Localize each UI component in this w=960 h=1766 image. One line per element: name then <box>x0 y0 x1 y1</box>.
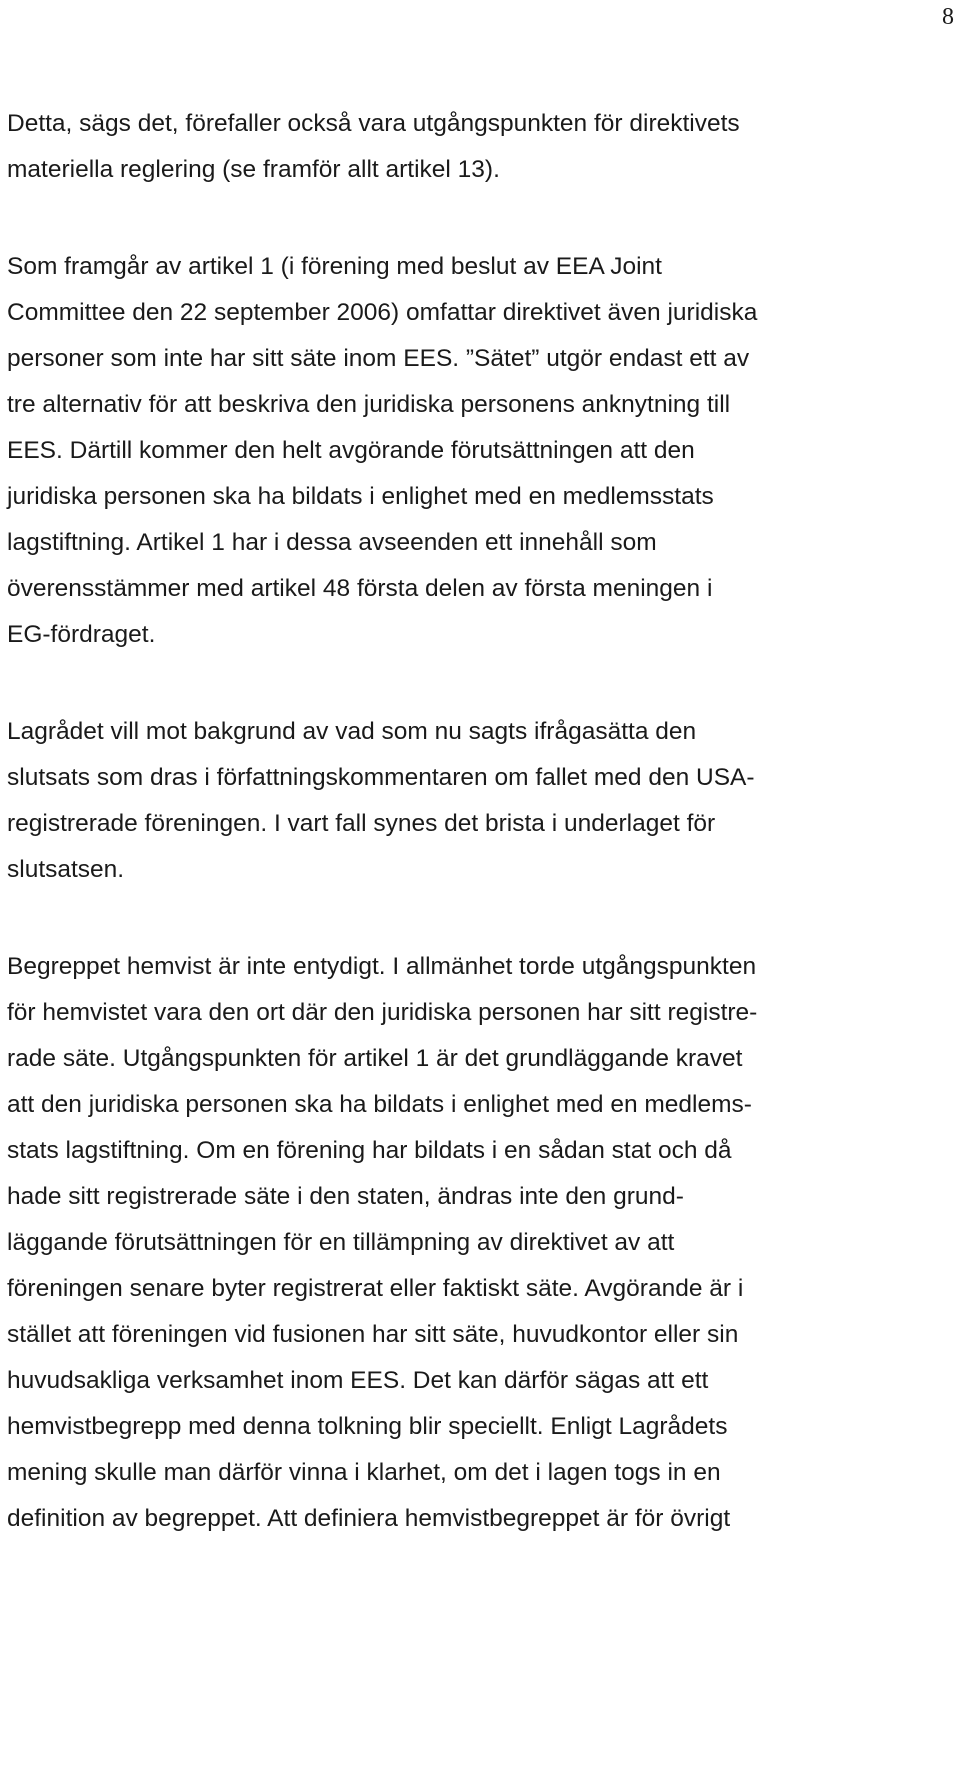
text-line: läggande förutsättningen för en tillämpning av direktivet av att <box>7 1229 675 1256</box>
text-line: EES. Därtill kommer den helt avgörande förutsättningen att den <box>7 437 695 464</box>
text-line: rade säte. Utgångspunkten för artikel 1 är det grundläggande kravet <box>7 1045 743 1072</box>
text-line: slutsats som dras i författningskommentaren om fallet med den USA- <box>7 764 755 791</box>
text-line: mening skulle man därför vinna i klarhet, om det i lagen togs in en <box>7 1459 721 1486</box>
page-number: 8 <box>942 4 954 30</box>
text-line: lagstiftning. Artikel 1 har i dessa avseenden ett innehåll som <box>7 529 657 556</box>
text-line: juridiska personen ska ha bildats i enlighet med en medlemsstats <box>7 483 714 510</box>
text-line: hemvistbegrepp med denna tolkning blir speciellt. Enligt Lagrådets <box>7 1413 728 1440</box>
text-line: för hemvistet vara den ort där den juridiska personen har sitt registre- <box>7 999 758 1026</box>
text-line: stats lagstiftning. Om en förening har bildats i en sådan stat och då <box>7 1137 732 1164</box>
text-line: registrerade föreningen. I vart fall synes det brista i underlaget för <box>7 810 716 837</box>
text-line: överensstämmer med artikel 48 första delen av första meningen i <box>7 575 713 602</box>
text-line: definition av begreppet. Att definiera hemvistbegreppet är för övrigt <box>7 1505 731 1532</box>
text-line: Som framgår av artikel 1 (i förening med beslut av EEA Joint <box>7 253 662 280</box>
text-line: Committee den 22 september 2006) omfattar direktivet även juridiska <box>7 299 758 326</box>
text-line: föreningen senare byter registrerat eller faktiskt säte. Avgörande är i <box>7 1275 744 1302</box>
text-line: hade sitt registrerade säte i den staten, ändras inte den grund- <box>7 1183 684 1210</box>
text-line: tre alternativ för att beskriva den juridiska personens anknytning till <box>7 391 731 418</box>
text-line: att den juridiska personen ska ha bildats i enlighet med en medlems- <box>7 1091 752 1118</box>
text-line: huvudsakliga verksamhet inom EES. Det kan därför sägas att ett <box>7 1367 709 1394</box>
text-line: Detta, sägs det, förefaller också vara utgångspunkten för direktivets <box>7 110 740 137</box>
text-line: EG-fördraget. <box>7 621 156 648</box>
text-line: materiella reglering (se framför allt artikel 13). <box>7 156 500 183</box>
text-line: personer som inte har sitt säte inom EES. ”Sätet” utgör endast ett av <box>7 345 750 372</box>
text-line: slutsatsen. <box>7 856 125 883</box>
text-line: Lagrådet vill mot bakgrund av vad som nu sagts ifrågasätta den <box>7 718 697 745</box>
text-line: stället att föreningen vid fusionen har sitt säte, huvudkontor eller sin <box>7 1321 739 1348</box>
text-line: Begreppet hemvist är inte entydigt. I allmänhet torde utgångspunkten <box>7 953 757 980</box>
